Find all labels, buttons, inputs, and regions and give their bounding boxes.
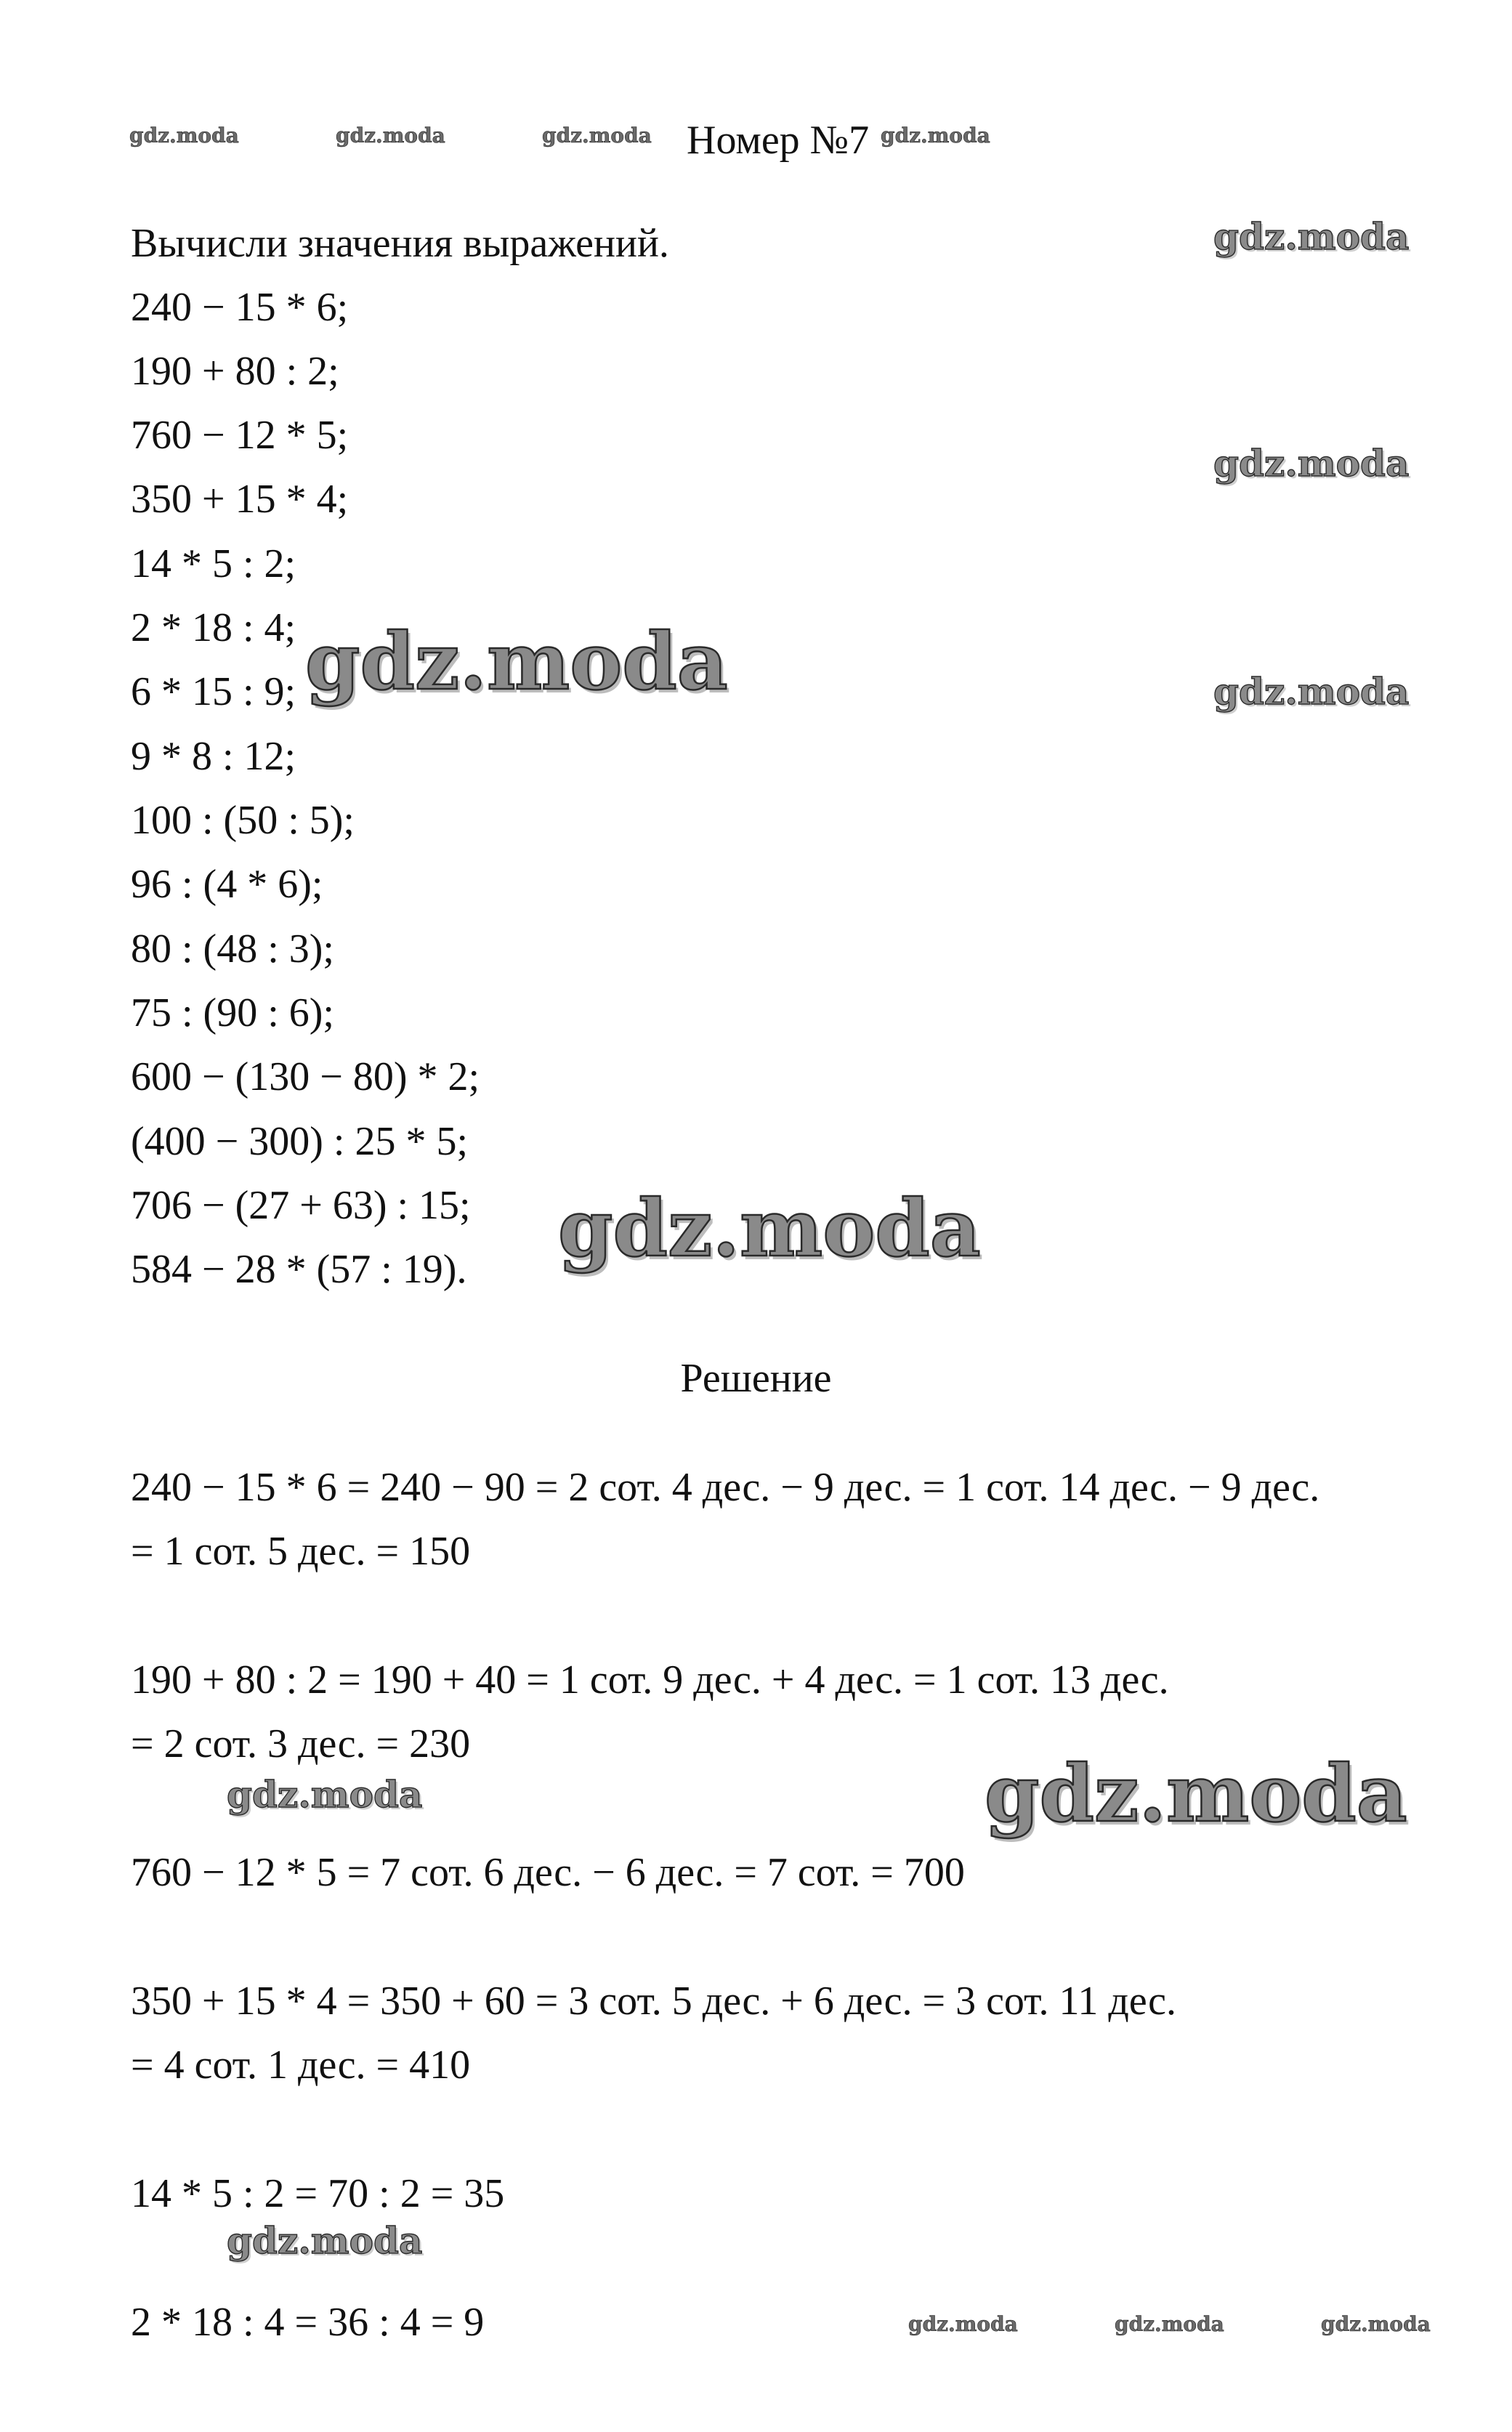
task-expression: 14 * 5 : 2; xyxy=(131,541,296,586)
watermark: gdz.moda xyxy=(336,124,445,148)
watermark: gdz.moda xyxy=(1213,670,1410,713)
page-title: Номер №7 xyxy=(687,118,870,163)
watermark: gdz.moda xyxy=(542,124,652,148)
task-instruction: Вычисли значения выражений. xyxy=(131,221,669,266)
task-expression: 96 : (4 * 6); xyxy=(131,862,323,907)
solution-line: 2 * 18 : 4 = 36 : 4 = 9 xyxy=(131,2300,485,2345)
solution-line: 190 + 80 : 2 = 190 + 40 = 1 сот. 9 дес. + 4 дес. = 1 сот. 13 дес. xyxy=(131,1657,1169,1702)
solution-line: = 1 сот. 5 дес. = 150 xyxy=(131,1529,471,1574)
solution-line: 14 * 5 : 2 = 70 : 2 = 35 xyxy=(131,2171,505,2216)
watermark: gdz.moda xyxy=(881,124,990,148)
solution-line: 240 − 15 * 6 = 240 − 90 = 2 сот. 4 дес. − 9 дес. = 1 сот. 14 дес. − 9 дес. xyxy=(131,1465,1320,1510)
task-expression: 2 * 18 : 4; xyxy=(131,605,296,650)
task-expression: 190 + 80 : 2; xyxy=(131,349,339,394)
task-expression: 760 − 12 * 5; xyxy=(131,413,349,458)
task-expression: 350 + 15 * 4; xyxy=(131,477,349,522)
watermark: gdz.moda xyxy=(129,124,239,148)
task-expression: (400 − 300) : 25 * 5; xyxy=(131,1119,468,1164)
task-expression: 100 : (50 : 5); xyxy=(131,798,355,843)
watermark: gdz.moda xyxy=(305,616,728,708)
watermark: gdz.moda xyxy=(227,1773,423,1816)
task-expression: 9 * 8 : 12; xyxy=(131,734,296,779)
watermark: gdz.moda xyxy=(227,2219,423,2262)
watermark: gdz.moda xyxy=(985,1748,1407,1840)
task-expression: 600 − (130 − 80) * 2; xyxy=(131,1054,480,1099)
watermark: gdz.moda xyxy=(1115,2312,1224,2336)
task-expression: 75 : (90 : 6); xyxy=(131,990,334,1035)
task-expression: 706 − (27 + 63) : 15; xyxy=(131,1183,471,1228)
watermark: gdz.moda xyxy=(1213,215,1410,258)
solution-line: 760 − 12 * 5 = 7 сот. 6 дес. − 6 дес. = 7 сот. = 700 xyxy=(131,1850,965,1895)
task-expression: 240 − 15 * 6; xyxy=(131,285,349,330)
watermark: gdz.moda xyxy=(1321,2312,1431,2336)
solution-line: 350 + 15 * 4 = 350 + 60 = 3 сот. 5 дес. + 6 дес. = 3 сот. 11 дес. xyxy=(131,1979,1176,2024)
solution-heading: Решение xyxy=(680,1356,832,1401)
task-expression: 584 − 28 * (57 : 19). xyxy=(131,1247,467,1292)
solution-line: = 4 сот. 1 дес. = 410 xyxy=(131,2043,471,2088)
watermark: gdz.moda xyxy=(1213,442,1410,485)
solution-line: = 2 сот. 3 дес. = 230 xyxy=(131,1721,471,1766)
watermark: gdz.moda xyxy=(908,2312,1018,2336)
task-expression: 80 : (48 : 3); xyxy=(131,926,334,971)
task-expression: 6 * 15 : 9; xyxy=(131,669,296,714)
watermark: gdz.moda xyxy=(558,1183,981,1274)
